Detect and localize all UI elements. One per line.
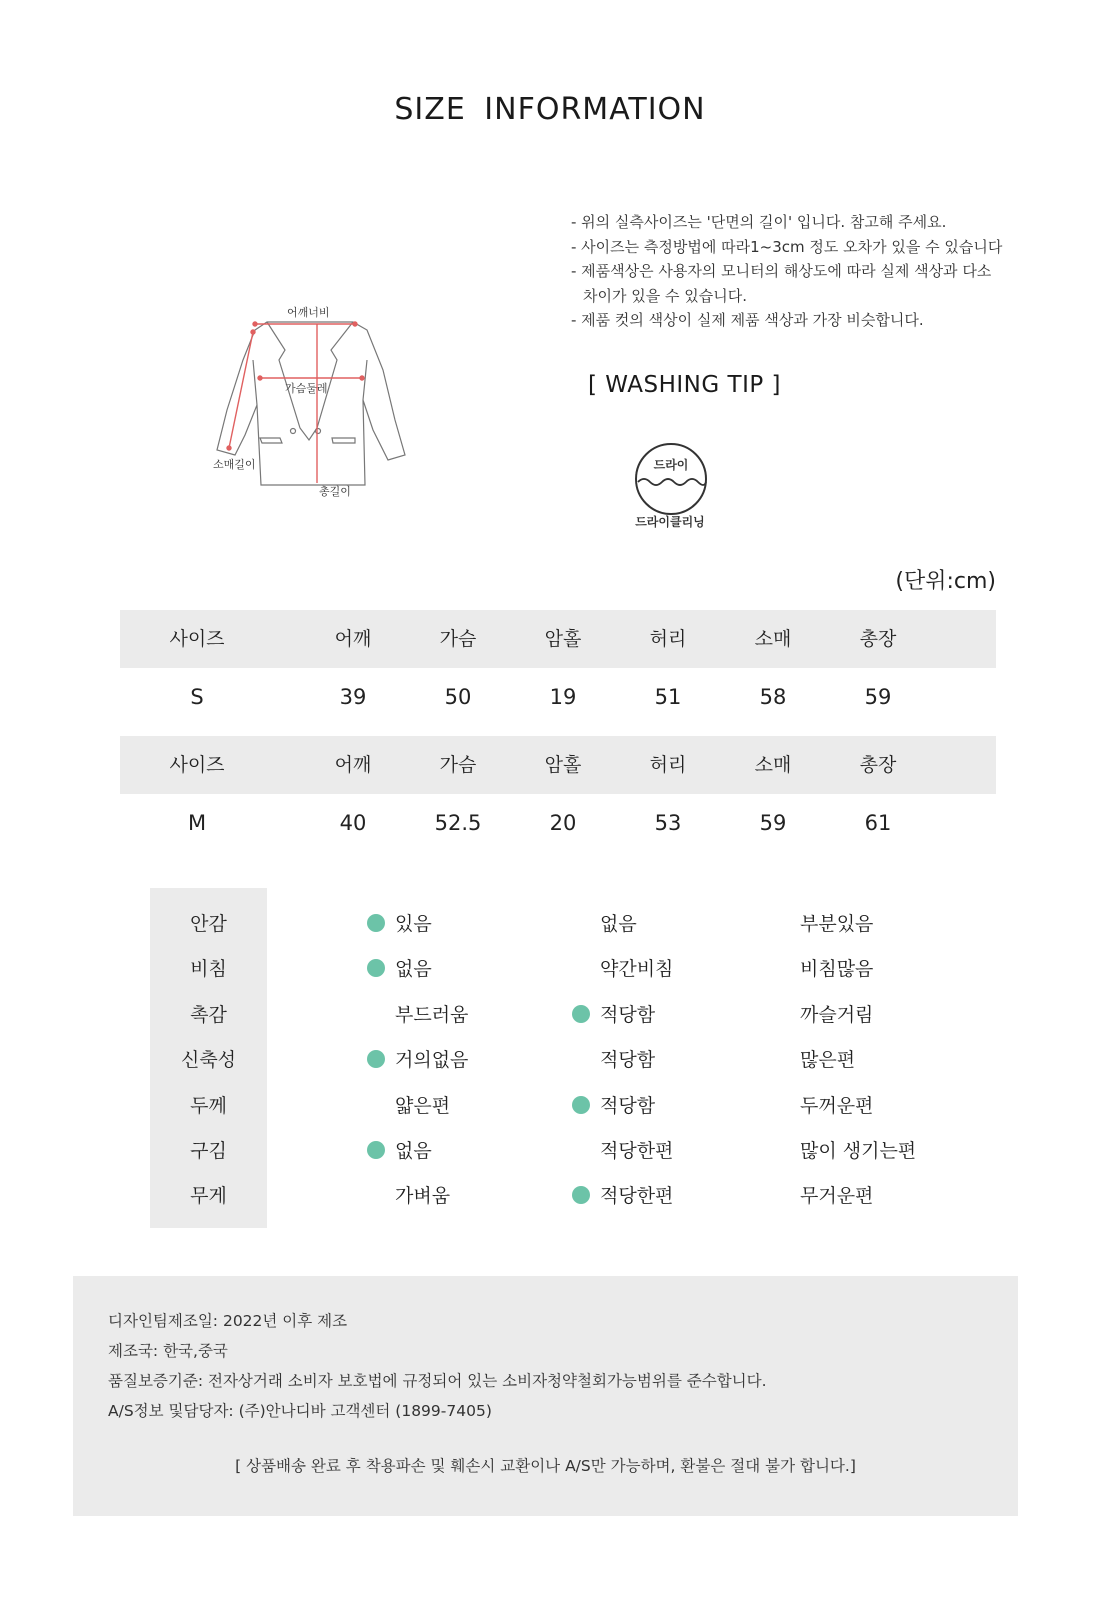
note-line: - 사이즈는 측정방법에 따라1~3cm 정도 오차가 있을 수 있습니다 [571,237,1003,256]
value-cell: 58 [759,685,787,709]
property-row [0,1129,1100,1174]
value-cell: M [187,811,207,835]
note-line: 차이가 있을 수 있습니다. [583,286,747,305]
value-cell: 20 [549,811,577,835]
selected-indicator-dot [367,959,385,977]
property-option: 없음 [395,958,432,981]
property-option: 많이 생기는편 [800,1140,917,1162]
property-option: 적당함 [600,1003,656,1026]
property-label: 두께 [190,1094,227,1117]
property-label: 안감 [190,913,227,935]
refund-notice: [ 상품배송 완료 후 착용파손 및 훼손시 교환이나 A/S만 가능하며, 환불은 절대 불가 합니다.] [235,1457,856,1475]
property-row [0,947,1100,992]
dry-clean-icon-text: 드라이 [653,458,689,472]
property-option: 부분있음 [800,913,874,935]
value-cell: 59 [864,685,892,709]
property-option: 비침많음 [800,958,874,981]
property-option: 없음 [395,1140,432,1162]
note-line: - 위의 실측사이즈는 '단면의 길이' 입니다. 참고해 주세요. [571,213,947,231]
selected-indicator-dot [367,1050,385,1068]
size-notes [571,210,1071,333]
value-cell: 59 [759,811,787,835]
dry-clean-label: 드라이클리닝 [635,515,705,529]
header-cell: 사이즈 [169,754,225,776]
property-label: 촉감 [190,1003,227,1026]
property-option: 적당한편 [600,1140,674,1162]
property-label: 구김 [190,1140,227,1162]
selected-indicator-dot [367,1141,385,1159]
header-cell: 총장 [859,628,897,650]
value-cell: 53 [654,811,682,835]
property-row [0,1038,1100,1083]
header-cell: 암홀 [544,628,582,650]
header-cell: 총장 [859,754,897,776]
property-option: 없음 [600,913,637,935]
footer-line: 디자인팀제조일: 2022년 이후 제조 [108,1312,348,1330]
property-row [0,993,1100,1038]
product-info-footer [73,1276,1018,1516]
size-table-m [120,736,996,852]
page-title: SIZE INFORMATION [394,92,706,127]
size-value-row [120,794,996,852]
property-option: 많은편 [800,1049,856,1072]
header-cell: 소매 [754,754,792,776]
footer-line: 품질보증기준: 전자상거래 소비자 보호법에 규정되어 있는 소비자청약철회가능범위를 준수합니다. [108,1372,767,1390]
note-line: - 제품색상은 사용자의 모니터의 해상도에 따라 실제 색상과 다소 [571,262,992,280]
selected-indicator-dot [572,1005,590,1023]
property-option: 얇은편 [395,1094,451,1117]
header-cell: 가슴 [439,754,477,776]
property-row [0,902,1100,947]
header-cell: 소매 [754,628,792,650]
header-cell: 암홀 [544,754,582,776]
header-cell: 허리 [649,628,687,650]
footer-line: 제조국: 한국,중국 [108,1342,228,1360]
size-header-row [120,610,996,668]
value-cell: 39 [339,685,367,709]
size-header-row [120,736,996,794]
unit-label: (단위:cm) [895,569,996,594]
header-cell: 어깨 [334,754,372,776]
chest-label: 가슴둘레 [285,382,328,395]
sleeve-label: 소매길이 [213,458,256,471]
value-cell: 51 [654,685,682,709]
property-option: 거의없음 [395,1049,469,1072]
value-cell: S [190,685,204,709]
property-option: 까슬거림 [800,1003,874,1026]
dry-clean-icon [630,438,712,520]
value-cell: 19 [549,685,577,709]
property-option: 약간비침 [600,958,674,981]
property-label: 무게 [190,1185,227,1208]
header-cell: 사이즈 [169,628,225,650]
property-row [0,1084,1100,1129]
value-cell: 50 [444,685,472,709]
header-cell: 어깨 [334,628,372,650]
size-value-row [120,668,996,726]
shoulder-label: 어깨너비 [287,306,330,319]
property-option: 있음 [395,913,432,935]
header-cell: 가슴 [439,628,477,650]
washing-tip-title: [ WASHING TIP ] [588,372,782,398]
property-option: 적당함 [600,1049,656,1072]
footer-line: A/S정보 및담당자: (주)안나디바 고객센터 (1899-7405) [108,1402,492,1420]
property-option: 두꺼운편 [800,1094,874,1117]
property-label: 신축성 [180,1049,237,1072]
property-row [0,1174,1100,1219]
value-cell: 52.5 [434,811,482,835]
value-cell: 40 [339,811,367,835]
property-option: 무거운편 [800,1185,874,1208]
value-cell: 61 [864,811,892,835]
selected-indicator-dot [572,1186,590,1204]
selected-indicator-dot [572,1096,590,1114]
note-line: - 제품 컷의 색상이 실제 제품 색상과 가장 비슷합니다. [571,311,924,329]
length-label: 총길이 [319,485,351,498]
header-cell: 허리 [649,754,687,776]
property-option: 적당한편 [600,1185,674,1208]
selected-indicator-dot [367,914,385,932]
property-option: 부드러움 [395,1003,469,1026]
jacket-measurement-diagram [205,300,425,515]
property-option: 적당함 [600,1094,656,1117]
size-table-s [120,610,996,726]
property-option: 가벼움 [395,1185,451,1208]
property-label: 비침 [190,958,227,981]
